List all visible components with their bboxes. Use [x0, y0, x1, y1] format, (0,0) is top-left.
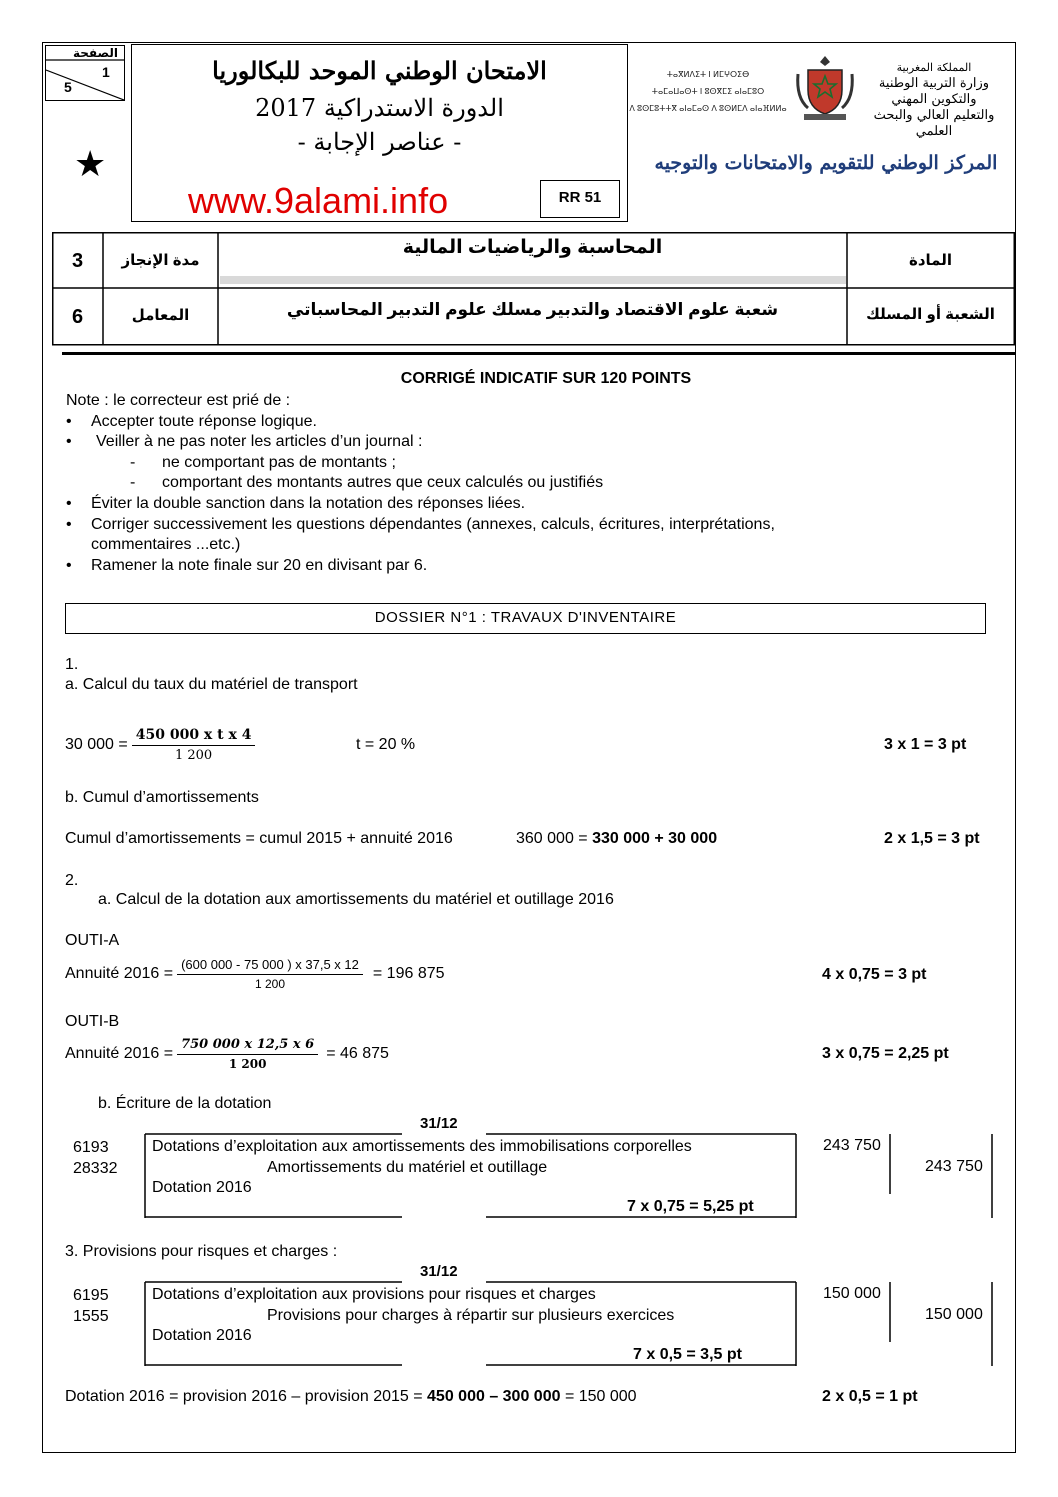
q1a-points: 3 x 1 = 3 pt: [884, 736, 967, 753]
page-current: 1: [102, 64, 110, 80]
q1b-calc-rhs: 330 000 + 30 000: [592, 830, 718, 847]
q1-number: 1.: [65, 656, 79, 673]
section-divider: [62, 352, 1016, 355]
entry2-debit: 150 000: [823, 1285, 881, 1302]
dash: -: [130, 453, 136, 471]
bullet: •: [66, 494, 72, 512]
ministry-line-4: والتعليم العالي والبحث العلمي: [873, 108, 995, 139]
corrige-title: CORRIGÉ INDICATIF SUR 120 POINTS: [400, 370, 692, 387]
entry1-account-1: 6193: [73, 1139, 109, 1156]
entry2-account-2: 1555: [73, 1308, 109, 1325]
outib-label: OUTI-B: [65, 1013, 120, 1030]
final-text-a: Dotation 2016 = provision 2016 – provision 2015 =: [65, 1388, 428, 1405]
outib-denominator: 1 200: [228, 1057, 267, 1071]
tifinagh-line-2: ⵜⴰⵎⴰⵡⴰⵙⵜ ⵏ ⵓⵙⴳⵎⵉ ⴰⵏⴰⵎⵓⵔ: [651, 87, 765, 96]
entry1-points: 7 x 0,75 = 5,25 pt: [627, 1198, 754, 1215]
outia-formula: [65, 952, 445, 996]
q1a-numerator: 450 000 x t x 4: [132, 727, 256, 746]
session-line: الدورة الاستدراكية 2017: [255, 94, 504, 122]
ministry-line-2: وزارة التربية الوطنية: [878, 76, 990, 91]
entry2-line-3: Dotation 2016: [152, 1327, 252, 1344]
q1a-result: t = 20 %: [356, 736, 416, 753]
dossier-title: DOSSIER N°1 : TRAVAUX D'INVENTAIRE: [374, 609, 677, 626]
bullet: •: [66, 412, 72, 430]
outib-lhs: Annuité 2016 =: [65, 1045, 174, 1062]
note-bullet-1: Accepter toute réponse logique.: [91, 412, 317, 430]
note-sub-2: comportant des montants autres que ceux calculés ou justifiés: [162, 474, 604, 492]
page-number-box: [45, 45, 125, 101]
page-total: 5: [64, 79, 72, 95]
answer-elements-line: - عناصر الإجابة -: [297, 128, 462, 156]
q1a-lhs: 30 000 =: [65, 736, 128, 753]
entry2-line-2: Provisions pour charges à répartir sur plusieurs exercices: [267, 1306, 675, 1324]
q1a-denominator: 1 200: [174, 748, 213, 763]
subject-label: المادة: [908, 252, 952, 269]
note-bullet-2: Veiller à ne pas noter les articles d’un journal :: [96, 433, 423, 451]
outia-result: = 196 875: [372, 965, 445, 982]
coat-of-arms-icon: [794, 52, 856, 124]
q1a-formula: [65, 720, 259, 770]
tifinagh-line-1: ⵜⴰⴳⵍⴷⵉⵜ ⵏ ⵍⵎⵖⵔⵉⴱ: [666, 70, 750, 79]
note-bullet-3: Éviter la double sanction dans la notation des réponses liées.: [91, 494, 526, 512]
q3-title: 3. Provisions pour risques et charges :: [65, 1243, 338, 1260]
duration-value: 3: [71, 250, 84, 272]
entry1-date: 31/12: [420, 1115, 458, 1132]
outia-lhs: Annuité 2016 =: [65, 965, 174, 982]
q1b-title: b. Cumul d’amortissements: [65, 789, 259, 806]
branch-label: الشعبة أو المسلك: [866, 306, 995, 323]
q2-number: 2.: [65, 872, 79, 889]
tifinagh-line-3: ⴷ ⵓⵙⵎⵓⵜⵜⴳ ⴰⵏⴰⵎⴰⵙ ⴷ ⵓⵙⵍⵎⴷ ⴰⵏⴰⴼⵍⵍⴰ: [629, 104, 787, 113]
entry1-account-2: 28332: [73, 1160, 118, 1177]
note-bullet-4a: Corriger successivement les questions dépendantes (annexes, calculs, écritures, interprétations,: [91, 515, 775, 533]
ministry-line-3: والتكوين المهني: [891, 92, 977, 107]
outia-label: OUTI-A: [65, 932, 120, 949]
entry1-debit: 243 750: [823, 1137, 881, 1154]
center-name: المركز الوطني للتقويم والامتحانات والتوجيه: [654, 152, 998, 174]
q2a-title: a. Calcul de la dotation aux amortissements du matériel et outillage 2016: [98, 891, 614, 908]
outia-points: 4 x 0,75 = 3 pt: [822, 966, 927, 983]
note-bullet-5: Ramener la note finale sur 20 en divisant par 6.: [91, 556, 428, 574]
final-points: 2 x 0,5 = 1 pt: [822, 1388, 918, 1405]
entry2-credit: 150 000: [925, 1306, 983, 1323]
duration-label: مدة الإنجاز: [121, 252, 200, 269]
exam-title: الامتحان الوطني الموحد للبكالوريا: [212, 56, 547, 85]
q2b-title: b. Écriture de la dotation: [98, 1095, 272, 1112]
outib-points: 3 x 0,75 = 2,25 pt: [822, 1045, 949, 1062]
outib-result: = 46 875: [326, 1045, 389, 1062]
note-sub-1: ne comportant pas de montants ;: [162, 453, 396, 471]
entry2-account-1: 6195: [73, 1287, 109, 1304]
page-label: الصفحة: [72, 46, 118, 60]
note-bullet-4b: commentaires ...etc.): [91, 536, 241, 554]
note-intro: Note : le correcteur est prié de :: [66, 392, 291, 409]
entry2-points: 7 x 0,5 = 3,5 pt: [633, 1346, 742, 1363]
entry1-line-3: Dotation 2016: [152, 1179, 252, 1196]
exam-code: RR 51: [558, 189, 602, 206]
entry2-date: 31/12: [420, 1263, 458, 1280]
coef-label: المعامل: [131, 307, 190, 324]
subject-name: المحاسبة والرياضيات المالية: [402, 237, 663, 258]
outia-numerator: (600 000 - 75 000 ) x 37,5 x 12: [177, 957, 363, 975]
outib-formula: [65, 1032, 389, 1076]
website-link[interactable]: www.9alami.info: [188, 180, 449, 221]
ministry-line-1: المملكة المغربية: [896, 61, 972, 74]
q1b-calc-lhs: 360 000 =: [516, 830, 593, 847]
branch-name: شعبة علوم الاقتصاد والتدبير مسلك علوم التدبير المحاسباتي: [286, 300, 779, 319]
q1b-points: 2 x 1,5 = 3 pt: [884, 830, 980, 847]
bullet: •: [66, 515, 72, 533]
entry2-line-1: Dotations d’exploitation aux provisions pour risques et charges: [152, 1286, 596, 1303]
entry1-line-2: Amortissements du matériel et outillage: [267, 1158, 548, 1176]
bullet: •: [66, 556, 72, 574]
q1b-calc: [516, 830, 717, 848]
final-formula: [65, 1388, 637, 1406]
coef-value: 6: [71, 306, 84, 328]
outib-numerator: 750 000 x 12,5 x 6: [177, 1037, 318, 1055]
outia-denominator: 1 200: [254, 977, 285, 991]
entry1-credit: 243 750: [925, 1158, 983, 1175]
q1a-title: a. Calcul du taux du matériel de transport: [65, 676, 358, 693]
star-icon: ★: [74, 143, 107, 184]
final-text-b: 450 000 – 300 000: [427, 1388, 561, 1405]
bullet: •: [66, 433, 72, 451]
dash: -: [130, 474, 136, 492]
final-text-c: = 150 000: [560, 1388, 637, 1405]
q1b-text: Cumul d’amortissements = cumul 2015 + annuité 2016: [65, 830, 453, 847]
entry1-line-1: Dotations d’exploitation aux amortissements des immobilisations corporelles: [152, 1138, 692, 1155]
note-block: [66, 391, 1006, 576]
